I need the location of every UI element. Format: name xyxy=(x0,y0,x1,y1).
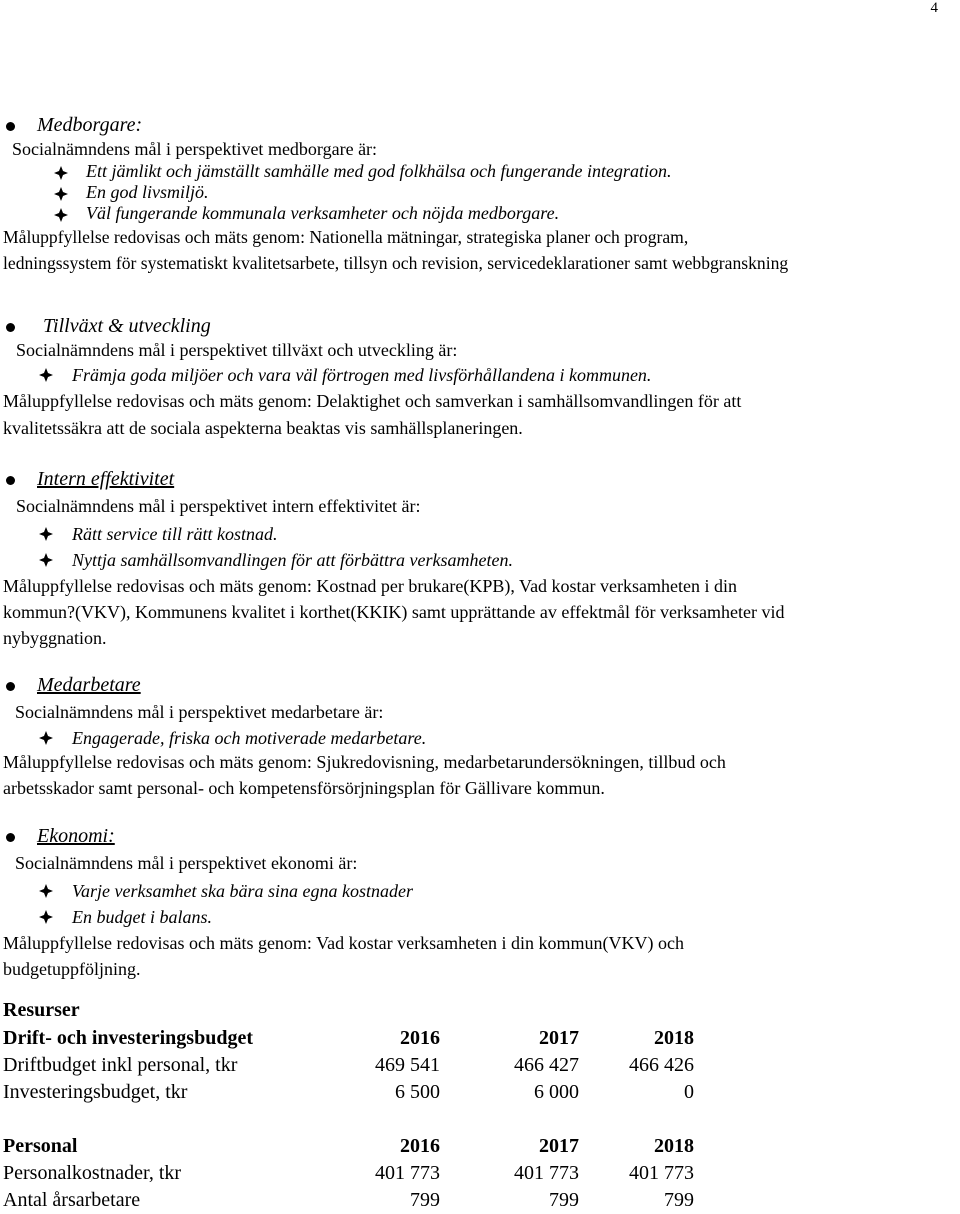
table-cell: 401 773 xyxy=(629,1162,694,1184)
table-cell: 799 xyxy=(549,1189,579,1211)
table-header-cell: Drift- och investeringsbudget xyxy=(3,1027,253,1049)
table-cell: Personalkostnader, tkr xyxy=(3,1162,182,1184)
measure-text xyxy=(3,573,958,651)
diamond-bullet-icon xyxy=(39,910,53,924)
section-heading: Medarbetare xyxy=(37,674,141,696)
goal-text: En god livsmiljö. xyxy=(86,182,209,202)
goal-text: Främja goda miljöer och vara väl förtrogen med livsförhållandena i kommunen. xyxy=(72,365,652,385)
table-cell: 466 426 xyxy=(629,1054,694,1076)
section-ekonomi xyxy=(3,824,958,982)
goal-item xyxy=(86,182,958,203)
table-cell: 401 773 xyxy=(514,1162,579,1184)
measure-line: ledningssystem för systematiskt kvalitetsarbete, tillsyn och revision, servicedeklarationer samt webbgranskning xyxy=(3,253,789,273)
goal-text: Ett jämlikt och jämställt samhälle med god folkhälsa och fungerande integration. xyxy=(86,161,672,181)
goal-item xyxy=(72,362,958,388)
diamond-bullet-icon xyxy=(54,187,68,201)
table-header-row xyxy=(3,1025,960,1052)
goal-item xyxy=(72,521,958,547)
table-cell: 799 xyxy=(410,1189,440,1211)
diamond-bullet-icon xyxy=(54,166,68,180)
table-header-cell: 2018 xyxy=(654,1135,694,1157)
table-cell: 401 773 xyxy=(375,1162,440,1184)
goal-item xyxy=(86,203,958,224)
table-cell: Driftbudget inkl personal, tkr xyxy=(3,1054,238,1076)
table-header-cell: 2016 xyxy=(400,1135,440,1157)
goal-text: Varje verksamhet ska bära sina egna kostnader xyxy=(72,881,413,901)
section-lead: Socialnämndens mål i perspektivet tillväxt och utveckling är: xyxy=(16,340,458,360)
bullet-icon xyxy=(6,476,15,485)
goal-text: En budget i balans. xyxy=(72,907,212,927)
measure-line: kommun?(VKV), Kommunens kvalitet i korthet(KKIK) samt upprättande av effektmål för verksamheter vid xyxy=(3,602,785,622)
table-cell: Antal årsarbetare xyxy=(3,1189,141,1211)
diamond-bullet-icon xyxy=(39,368,53,382)
section-tillvaxt xyxy=(3,314,958,442)
measure-line: Måluppfyllelse redovisas och mäts genom: Nationella mätningar, strategiska planer och program, xyxy=(3,227,689,247)
measure-line: Måluppfyllelse redovisas och mäts genom: Delaktighet och samverkan i samhällsomvandlingen för att xyxy=(3,391,742,411)
section-heading: Intern effektivitet xyxy=(37,468,175,490)
diamond-bullet-icon xyxy=(39,553,53,567)
table-cell: Investeringsbudget, tkr xyxy=(3,1081,188,1103)
section-lead: Socialnämndens mål i perspektivet intern effektivitet är: xyxy=(16,496,421,516)
measure-text xyxy=(3,224,958,276)
goal-text: Rätt service till rätt kostnad. xyxy=(72,524,278,544)
page-number: 4 xyxy=(930,0,938,16)
diamond-bullet-icon xyxy=(54,208,68,222)
table-header-cell: 2017 xyxy=(539,1135,579,1157)
section-heading: Medborgare: xyxy=(37,114,143,136)
measure-text xyxy=(3,749,958,801)
table-cell: 799 xyxy=(664,1189,694,1211)
measure-line: nybyggnation. xyxy=(3,628,107,648)
table-header-cell: 2018 xyxy=(654,1027,694,1049)
measure-line: arbetsskador samt personal- och kompetensförsörjningsplan för Gällivare kommun. xyxy=(3,778,605,798)
table-header-cell: 2017 xyxy=(539,1027,579,1049)
section-lead: Socialnämndens mål i perspektivet medborgare är: xyxy=(12,139,378,159)
bullet-icon xyxy=(6,833,15,842)
measure-line: budgetuppföljning. xyxy=(3,959,141,979)
diamond-bullet-icon xyxy=(39,731,53,745)
table-cell: 466 427 xyxy=(514,1054,579,1076)
section-medborgare xyxy=(3,113,958,276)
goal-item xyxy=(72,878,958,904)
measure-text xyxy=(3,930,958,982)
section-intern-effektivitet xyxy=(3,467,958,651)
table-header-cell: Personal xyxy=(3,1135,78,1157)
measure-line: Måluppfyllelse redovisas och mäts genom: Vad kostar verksamheten i din kommun(VKV) och xyxy=(3,933,685,953)
table-cell: 0 xyxy=(684,1081,694,1103)
goal-text: Engagerade, friska och motiverade medarbetare. xyxy=(72,728,427,748)
table-header-row xyxy=(3,1133,960,1160)
section-heading: Ekonomi: xyxy=(37,825,115,847)
section-medarbetare xyxy=(3,673,958,801)
goal-item xyxy=(72,547,958,573)
goal-item xyxy=(72,904,958,930)
bullet-icon xyxy=(6,682,15,691)
table-row xyxy=(3,1079,960,1106)
goal-text: Väl fungerande kommunala verksamheter och nöjda medborgare. xyxy=(86,203,560,223)
diamond-bullet-icon xyxy=(39,884,53,898)
table-row xyxy=(3,1052,960,1079)
table-header-cell: 2016 xyxy=(400,1027,440,1049)
measure-line: Måluppfyllelse redovisas och mäts genom: Kostnad per brukare(KPB), Vad kostar verksamheten i din xyxy=(3,576,738,596)
measure-text xyxy=(3,388,958,442)
table-row xyxy=(3,1160,960,1187)
table-cell: 6 500 xyxy=(395,1081,440,1103)
bullet-icon xyxy=(6,323,15,332)
table-cell: 469 541 xyxy=(375,1054,440,1076)
diamond-bullet-icon xyxy=(39,527,53,541)
section-lead: Socialnämndens mål i perspektivet medarbetare är: xyxy=(15,702,384,722)
goal-item xyxy=(86,161,958,182)
section-lead: Socialnämndens mål i perspektivet ekonomi är: xyxy=(15,853,358,873)
measure-line: kvalitetssäkra att de sociala aspekterna beaktas vis samhällsplaneringen. xyxy=(3,418,523,438)
section-heading: Tillväxt & utveckling xyxy=(43,315,211,337)
measure-line: Måluppfyllelse redovisas och mäts genom: Sjukredovisning, medarbetarundersökningen, tillbud och xyxy=(3,752,726,772)
budget-table xyxy=(3,1025,960,1106)
table-cell: 6 000 xyxy=(534,1081,579,1103)
table-row xyxy=(3,1187,960,1214)
personal-table xyxy=(3,1133,960,1214)
bullet-icon xyxy=(6,122,15,131)
resurser-heading: Resurser xyxy=(3,999,80,1021)
goal-text: Nyttja samhällsomvandlingen för att förbättra verksamheten. xyxy=(72,550,513,570)
goal-item xyxy=(72,727,958,749)
